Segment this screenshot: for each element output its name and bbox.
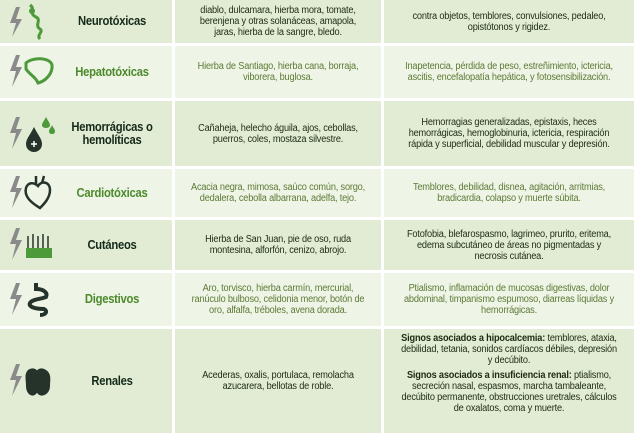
- intestine-icon: [6, 281, 56, 319]
- liver-icon: [6, 53, 56, 91]
- nerve-icon: [6, 3, 56, 41]
- plants-cell: [175, 169, 381, 217]
- category-name: Hepatotóxicas: [75, 64, 149, 79]
- signs-cell: [384, 273, 634, 326]
- plants-text: Aro, torvisco, hierba carmín, mercurial, ranúculo bulboso, celidonia menor, botón de oro, alfalfa, tréboles, avena dorada.: [191, 283, 365, 316]
- signs-text: Ptialismo, inflamación de mucosas digestivas, dolor abdominal, timpanismo espumoso, diarreas líquidas y hemorrágicas.: [403, 283, 614, 316]
- category-name: Renales: [91, 373, 133, 388]
- table-row-hemorragicas: [0, 101, 634, 166]
- signs-renal-failure: [400, 370, 619, 414]
- category-name: Neurotóxicas: [77, 14, 147, 28]
- table-row-renales: [0, 329, 634, 433]
- category-name: Hemorrágicas o hemolíticas: [71, 119, 153, 147]
- signs-cell: [384, 101, 634, 166]
- signs-cell: [384, 46, 634, 98]
- table-row-neurotoxicas: [0, 0, 634, 43]
- signs-text: Hemorragias generalizadas, epistaxis, heces hemorrágicas, hemoglobinuria, ictericia, respiración rápida y superficial, debilidad muscular y depresión.: [408, 117, 610, 150]
- plants-cell: [175, 46, 381, 98]
- category-cell: [0, 101, 172, 166]
- category-cell: [0, 273, 172, 326]
- plants-text: Hierba de San Juan, pie de oso, ruda montesina, alforfón, cenizo, abrojo.: [205, 234, 351, 256]
- plants-text: Hierba de Santiago, hierba cana, borraja, viborera, buglosa.: [197, 61, 359, 83]
- signs-renal-title: Signos asociados a insuficiencia renal:: [406, 370, 572, 381]
- signs-cell: [384, 169, 634, 217]
- category-name: Cutáneos: [87, 237, 137, 252]
- table-row-hepatotoxicas: [0, 46, 634, 98]
- signs-text: Fotofobia, blefarospasmo, lagrimeo, prurito, eritema, edema subcutáneo de áreas no pigmentadas y necrosis cutánea.: [406, 228, 611, 262]
- signs-text: Temblores, debilidad, disnea, agitación, arritmias, bradicardia, colapso y muerte súbita.: [412, 182, 606, 204]
- category-cell: [0, 46, 172, 98]
- category-cell: [0, 169, 172, 217]
- category-cell: [0, 329, 172, 433]
- signs-text: Inapetencia, pérdida de peso, estreñimiento, ictericia, ascitis, encefalopatía hepática, y fotosensibilización.: [405, 61, 613, 83]
- plants-cell: [175, 273, 381, 326]
- category-name: Cardiotóxicas: [76, 185, 148, 200]
- signs-hypo-text: temblores, ataxia, debilidad, tetania, sonidos cardíacos débiles, depresión y decúbito.: [401, 333, 617, 366]
- signs-cell: [384, 329, 634, 433]
- category-name: Digestivos: [84, 292, 140, 306]
- kidney-icon: [6, 362, 56, 400]
- plants-cell: [175, 0, 381, 43]
- signs-text: contra objetos, temblores, convulsiones, pedaleo, opistótonos y rigidez.: [412, 10, 606, 33]
- skin-icon: [6, 226, 56, 264]
- blood-drops-icon: [6, 115, 56, 153]
- plants-text: Acederas, oxalis, portulaca, remolacha azucarera, bellotas de roble.: [202, 370, 354, 392]
- table-row-digestivos: [0, 273, 634, 326]
- signs-cell: [384, 220, 634, 270]
- plants-cell: [175, 101, 381, 166]
- table-row-cutaneos: [0, 220, 634, 270]
- plants-cell: [175, 220, 381, 270]
- category-cell: [0, 0, 172, 43]
- plants-text: Acacia negra, mimosa, saúco común, sorgo, dedalera, cebolla albarrana, adelfa, tejo.: [191, 182, 365, 204]
- signs-hypocalcemia: [400, 333, 619, 366]
- signs-renal-text: ptialismo, secreción nasal, espasmos, marcha tambaleante, decúbito permanente, obstrucciones uretrales, cálculos de oxalatos, coma y muerte.: [401, 370, 617, 414]
- table-row-cardiotoxicas: [0, 169, 634, 217]
- plants-text: diablo, dulcamara, hierba mora, tomate, berenjena y otras solanáceas, amapola, jaras, hierba de la sangre, bledo.: [199, 5, 357, 38]
- plants-text: Cañaheja, helecho águila, ajos, cebollas, puerros, coles, mostaza silvestre.: [198, 122, 358, 145]
- category-cell: [0, 220, 172, 270]
- plants-cell: [175, 329, 381, 433]
- signs-cell: [384, 0, 634, 43]
- signs-hypo-title: Signos asociados a hipocalcemia:: [401, 333, 546, 344]
- heart-icon: [6, 174, 56, 212]
